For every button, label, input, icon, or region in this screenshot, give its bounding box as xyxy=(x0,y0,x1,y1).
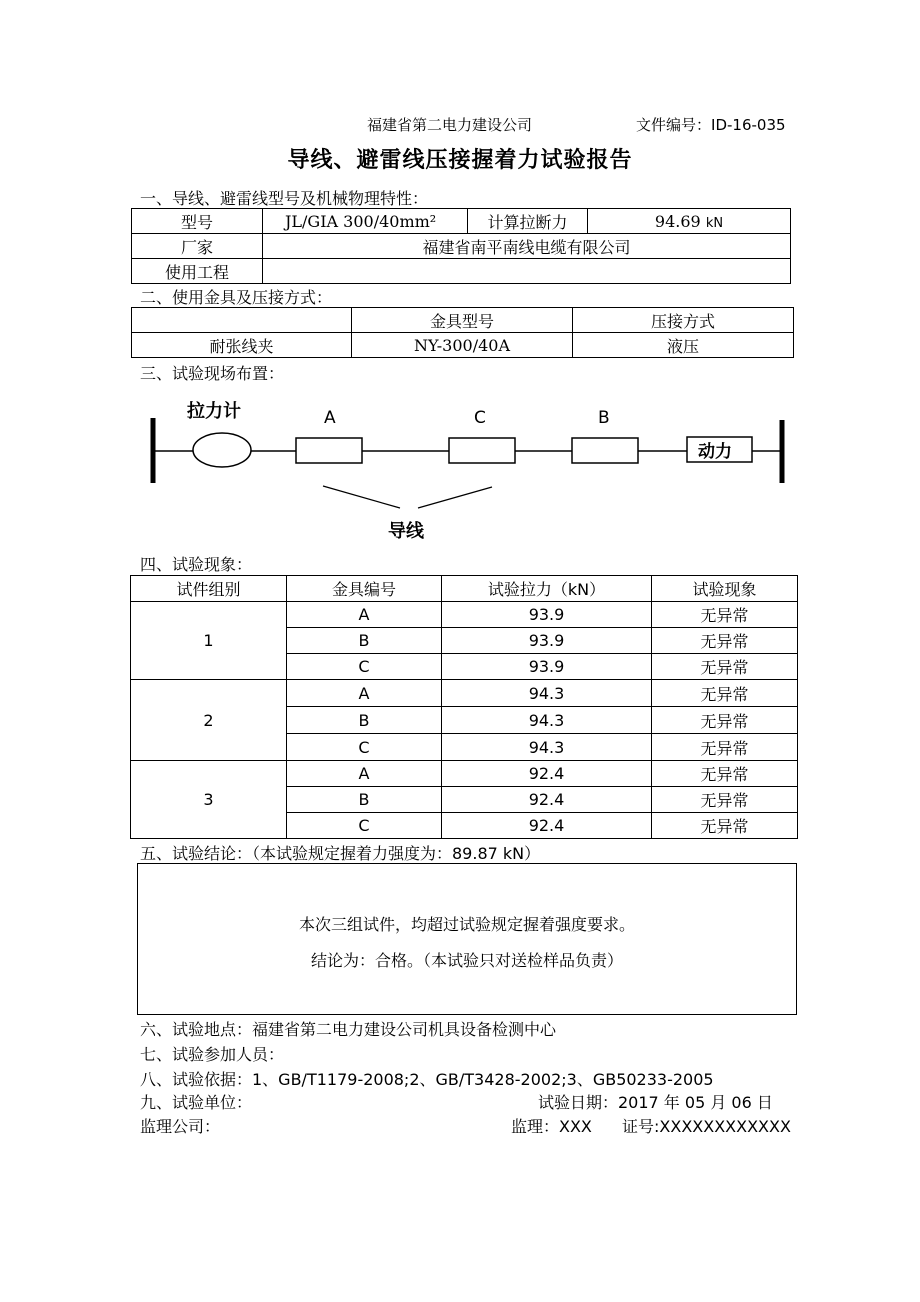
test-date: 试验日期：2017 年 05 月 06 日 xyxy=(538,1093,773,1112)
doc-no-label: 文件编号： xyxy=(636,116,712,134)
table-row xyxy=(131,761,798,787)
section2-heading: 二、使用金具及压接方式： xyxy=(140,288,333,307)
conclusion-line-1: 本次三组试件，均超过试验规定握着强度要求。 xyxy=(298,915,635,934)
label-c: C xyxy=(474,408,486,428)
fitting-id: B xyxy=(287,787,442,813)
test-force: 93.9 xyxy=(442,628,652,654)
break-force-unit: kN xyxy=(705,215,724,231)
break-force-value: 94.69 xyxy=(654,211,701,231)
test-result: 无异常 xyxy=(652,707,798,734)
section3-heading: 三、试验现场布置： xyxy=(140,364,285,383)
fitting-b xyxy=(572,438,638,463)
power-label: 动力 xyxy=(698,442,732,462)
project-label: 使用工程 xyxy=(132,259,263,284)
section4-heading: 四、试验现象： xyxy=(140,555,253,574)
certificate-number: 证号:XXXXXXXXXXXX xyxy=(622,1117,791,1136)
fitting-header-method: 压接方式 xyxy=(573,308,794,333)
test-result: 无异常 xyxy=(652,654,798,680)
group-number: 1 xyxy=(131,602,287,680)
fitting-id: B xyxy=(287,628,442,654)
fitting-id: C xyxy=(287,734,442,761)
maker-value: 福建省南平南线电缆有限公司 xyxy=(263,234,791,259)
maker-label: 厂家 xyxy=(132,234,263,259)
fitting-a xyxy=(296,438,362,463)
fitting-name: 耐张线夹 xyxy=(132,333,352,358)
test-location: 六、试验地点：福建省第二电力建设公司机具设备检测中心 xyxy=(140,1020,557,1039)
page-title: 导线、避雷线压接握着力试验报告 xyxy=(287,148,633,173)
section5-heading: 五、试验结论：（本试验规定握着力强度为：89.87 kN） xyxy=(140,844,541,863)
table-row xyxy=(131,680,798,707)
test-result: 无异常 xyxy=(652,761,798,787)
wire-label: 导线 xyxy=(388,521,424,542)
fitting-id: A xyxy=(287,761,442,787)
test-layout-diagram xyxy=(0,0,920,560)
supervisor-company: 监理公司： xyxy=(140,1117,221,1136)
label-b: B xyxy=(598,408,610,428)
conclusion-box xyxy=(137,863,797,1015)
label-a: A xyxy=(324,408,336,428)
test-force: 92.4 xyxy=(442,787,652,813)
fitting-model: NY-300/40A xyxy=(352,333,573,358)
test-force: 94.3 xyxy=(442,734,652,761)
results-header-group: 试件组别 xyxy=(131,576,287,602)
test-force: 93.9 xyxy=(442,654,652,680)
test-force: 92.4 xyxy=(442,813,652,839)
test-force: 93.9 xyxy=(442,602,652,628)
group-number: 2 xyxy=(131,680,287,761)
fitting-c xyxy=(449,438,515,463)
doc-no-value: ID-16-035 xyxy=(711,116,786,134)
pointer-right xyxy=(418,487,492,508)
fitting-method: 液压 xyxy=(573,333,794,358)
test-result: 无异常 xyxy=(652,628,798,654)
company-name: 福建省第二电力建设公司 xyxy=(367,116,533,134)
test-result: 无异常 xyxy=(652,602,798,628)
fitting-id: C xyxy=(287,654,442,680)
fitting-id: A xyxy=(287,680,442,707)
results-table xyxy=(130,575,798,839)
test-result: 无异常 xyxy=(652,787,798,813)
test-force: 92.4 xyxy=(442,761,652,787)
test-unit: 九、试验单位： xyxy=(140,1093,253,1112)
results-header-result: 试验现象 xyxy=(652,576,798,602)
tension-gauge xyxy=(193,433,251,467)
test-force: 94.3 xyxy=(442,707,652,734)
conclusion-line-2: 结论为：合格。（本试验只对送检样品负责） xyxy=(310,951,623,970)
test-result: 无异常 xyxy=(652,680,798,707)
gauge-label: 拉力计 xyxy=(187,401,241,422)
model-value: JL/GIA 300/40mm² xyxy=(263,209,468,234)
test-result: 无异常 xyxy=(652,813,798,839)
results-header-force: 试验拉力（kN） xyxy=(442,576,652,602)
table-row xyxy=(131,602,798,628)
test-participants: 七、试验参加人员： xyxy=(140,1045,285,1064)
fitting-id: B xyxy=(287,707,442,734)
fitting-id: C xyxy=(287,813,442,839)
test-basis: 八、试验依据：1、GB/T1179-2008;2、GB/T3428-2002;3、GB50233-2005 xyxy=(140,1070,714,1089)
test-result: 无异常 xyxy=(652,734,798,761)
pointer-left xyxy=(323,486,400,508)
group-number: 3 xyxy=(131,761,287,839)
results-header-fitting: 金具编号 xyxy=(287,576,442,602)
section1-heading: 一、导线、避雷线型号及机械物理特性： xyxy=(140,189,429,208)
break-force-label: 计算拉断力 xyxy=(468,209,588,234)
model-label: 型号 xyxy=(132,209,263,234)
supervisor-name: 监理：XXX xyxy=(511,1117,592,1136)
fitting-id: A xyxy=(287,602,442,628)
fitting-header-model: 金具型号 xyxy=(352,308,573,333)
test-force: 94.3 xyxy=(442,680,652,707)
